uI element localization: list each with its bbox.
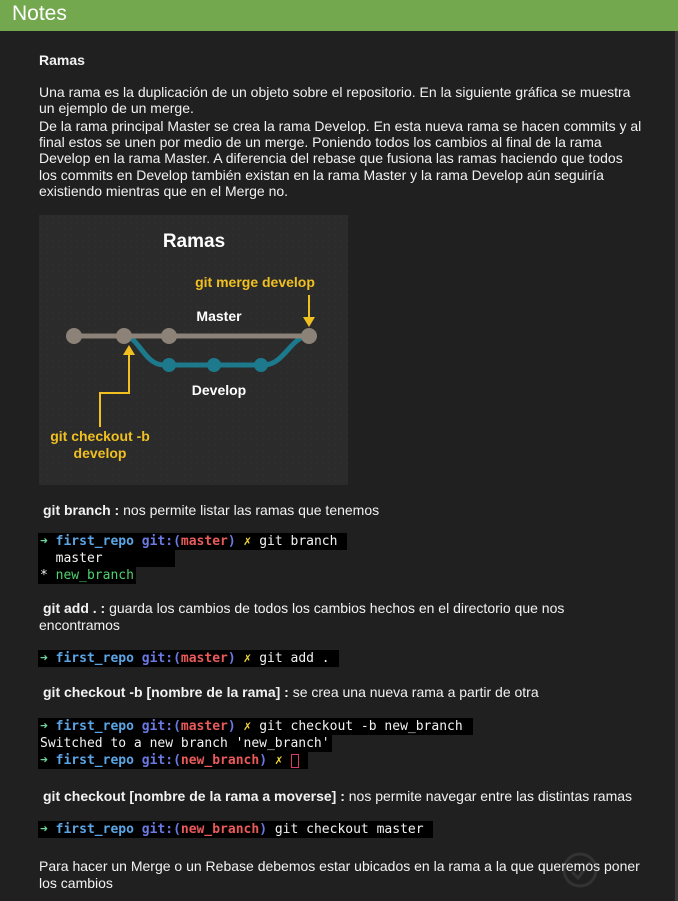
terminal-output-text: Switched to a new branch 'new_branch' bbox=[40, 736, 330, 751]
prompt-branch: new_branch bbox=[180, 753, 260, 768]
master-commit bbox=[161, 328, 177, 344]
prompt-git: git:( bbox=[141, 534, 181, 549]
command-name: git branch : bbox=[43, 502, 120, 518]
prompt-arrow: ➜ bbox=[40, 534, 48, 549]
intro-line: los commits en Develop también existan en la rama Master y la rama Develop aún seguiría bbox=[39, 167, 604, 183]
branch-diagram bbox=[39, 215, 348, 485]
command-name: git checkout [nombre de la rama a moverse] : bbox=[43, 788, 345, 804]
prompt-repo: first_repo bbox=[55, 534, 134, 549]
intro-line: Una rama es la duplicación de un objeto sobre el repositorio. En la siguiente gráfica se muestra bbox=[39, 84, 631, 100]
develop-commit bbox=[207, 358, 221, 372]
dirty-marker: ✗ bbox=[243, 534, 252, 549]
prompt-arrow: ➜ bbox=[40, 719, 48, 734]
command-description-cont: encontramos bbox=[39, 617, 120, 633]
git-branch-description bbox=[43, 502, 379, 519]
prompt-git: git:( bbox=[141, 719, 181, 734]
intro-line: De la rama principal Master se crea la rama Develop. En esta nueva rama se hacen commits y al bbox=[39, 118, 642, 134]
command-description: guarda los cambios de todos los cambios hechos en el directorio que nos bbox=[105, 600, 565, 616]
terminal-prompt bbox=[38, 752, 308, 769]
master-label: Master bbox=[196, 308, 242, 324]
terminal-git-checkout bbox=[38, 821, 433, 838]
terminal-cursor bbox=[291, 754, 299, 768]
intro-line: Develop en la rama Master. A diferencia del rebase que fusiona las ramas haciendo que todos bbox=[39, 150, 623, 166]
prompt-git: git:( bbox=[141, 822, 181, 837]
develop-commit bbox=[162, 358, 176, 372]
master-commit bbox=[66, 328, 82, 344]
branch-diagram-svg bbox=[39, 215, 348, 485]
diagram-title: Ramas bbox=[162, 231, 226, 252]
git-add-description bbox=[43, 600, 564, 617]
prompt-arrow: ➜ bbox=[40, 822, 48, 837]
prompt-repo: first_repo bbox=[55, 753, 134, 768]
watermark-logo-icon bbox=[560, 850, 600, 890]
section-heading: Ramas bbox=[39, 52, 85, 68]
master-commit bbox=[116, 328, 132, 344]
branch-list-item: master bbox=[40, 551, 103, 566]
terminal-output bbox=[38, 550, 175, 567]
prompt-arrow: ➜ bbox=[40, 651, 48, 666]
app-title: Notes bbox=[12, 2, 67, 25]
terminal-output bbox=[38, 735, 332, 752]
prompt-git: git:( bbox=[141, 753, 181, 768]
terminal-git-add bbox=[38, 650, 339, 667]
prompt-close: ) bbox=[227, 719, 236, 734]
master-commit bbox=[301, 328, 317, 344]
command-description: se crea una nueva rama a partir de otra bbox=[288, 684, 539, 700]
command-name: git checkout -b [nombre de la rama] : bbox=[43, 684, 289, 700]
develop-commit bbox=[254, 358, 268, 372]
footer-line: Para hacer un Merge o un Rebase debemos estar ubicados en la rama a la que queremos poner bbox=[39, 858, 640, 874]
footer-line: los cambios bbox=[39, 875, 113, 891]
git-checkout-b-description bbox=[43, 684, 539, 701]
prompt-branch: master bbox=[180, 651, 228, 666]
prompt-branch: new_branch bbox=[180, 822, 260, 837]
prompt-close: ) bbox=[227, 651, 236, 666]
branch-list-item: new_branch bbox=[55, 568, 134, 583]
terminal-command: git checkout master bbox=[274, 822, 424, 837]
prompt-close: ) bbox=[227, 534, 236, 549]
dirty-marker: ✗ bbox=[243, 651, 252, 666]
prompt-arrow: ➜ bbox=[40, 753, 48, 768]
dirty-marker: ✗ bbox=[243, 719, 252, 734]
prompt-repo: first_repo bbox=[55, 822, 134, 837]
command-description: nos permite navegar entre las distintas ramas bbox=[344, 788, 633, 804]
intro-line: un ejemplo de un merge. bbox=[39, 100, 194, 116]
prompt-repo: first_repo bbox=[55, 719, 134, 734]
prompt-close: ) bbox=[259, 753, 268, 768]
terminal-output bbox=[38, 567, 136, 584]
prompt-git: git:( bbox=[141, 651, 181, 666]
title-bar bbox=[0, 0, 678, 31]
intro-line: existiendo mientras que en el Merge no. bbox=[39, 183, 289, 199]
intro-line: final estos se unen por medio de un merge. Poniendo todos los cambios al final de la rama bbox=[39, 134, 602, 150]
checkout-label-line1: git checkout -b bbox=[50, 428, 150, 444]
current-branch-marker: * bbox=[40, 568, 56, 583]
command-description: nos permite listar las ramas que tenemos bbox=[119, 502, 380, 518]
merge-label: git merge develop bbox=[195, 274, 315, 290]
checkout-label-line2: develop bbox=[73, 445, 127, 461]
git-checkout-description bbox=[43, 788, 632, 805]
prompt-branch: master bbox=[180, 534, 228, 549]
command-name: git add . : bbox=[43, 600, 106, 616]
prompt-close: ) bbox=[259, 822, 268, 837]
develop-label: Develop bbox=[191, 382, 247, 398]
terminal-command: git branch bbox=[259, 534, 338, 549]
terminal-git-checkout-b bbox=[38, 718, 473, 735]
terminal-command: git checkout -b new_branch bbox=[259, 719, 463, 734]
prompt-repo: first_repo bbox=[55, 651, 134, 666]
dirty-marker: ✗ bbox=[274, 753, 283, 768]
prompt-branch: master bbox=[180, 719, 228, 734]
terminal-command: git add . bbox=[259, 651, 330, 666]
terminal-git-branch bbox=[38, 533, 347, 550]
